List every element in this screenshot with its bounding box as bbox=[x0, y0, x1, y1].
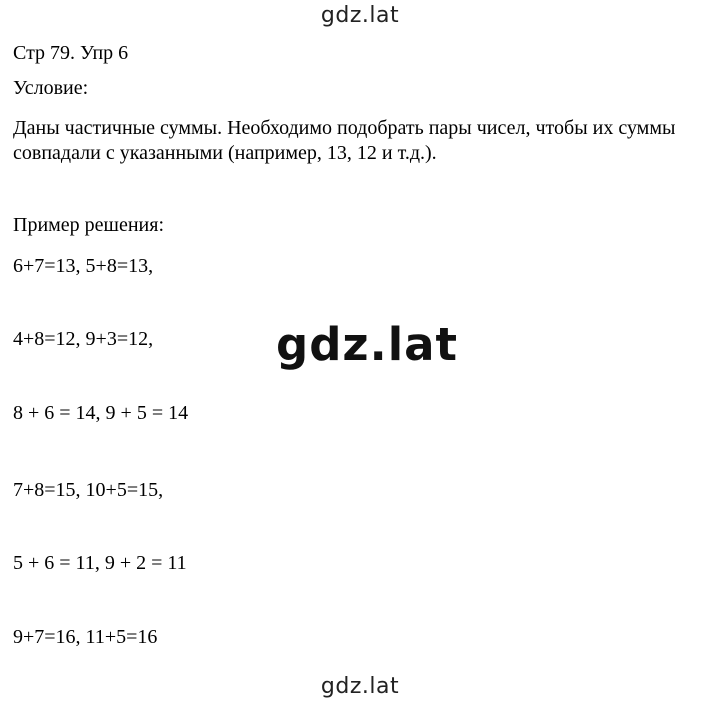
solution-line-1: 6+7=13, 5+8=13, bbox=[13, 255, 154, 277]
solution-line-2: 4+8=12, 9+3=12, bbox=[13, 328, 154, 350]
solution-line-3: 8 + 6 = 14, 9 + 5 = 14 bbox=[13, 402, 189, 424]
solution-line-5: 5 + 6 = 11, 9 + 2 = 11 bbox=[13, 552, 187, 574]
watermark-bottom: gdz.lat bbox=[320, 674, 400, 699]
watermark-center: gdz.lat bbox=[276, 318, 459, 371]
watermark-top: gdz.lat bbox=[320, 3, 400, 28]
condition-text-line-1: Даны частичные суммы. Необходимо подобрать пары чисел, чтобы их суммы bbox=[13, 117, 676, 139]
solution-label: Пример решения: bbox=[13, 214, 164, 236]
solution-line-6: 9+7=16, 11+5=16 bbox=[13, 626, 158, 648]
solution-line-4: 7+8=15, 10+5=15, bbox=[13, 479, 164, 501]
page-heading: Стр 79. Упр 6 bbox=[13, 42, 129, 64]
condition-text-line-2: совпадали с указанными (например, 13, 12 и т.д.). bbox=[13, 142, 437, 164]
condition-label: Условие: bbox=[13, 77, 89, 99]
